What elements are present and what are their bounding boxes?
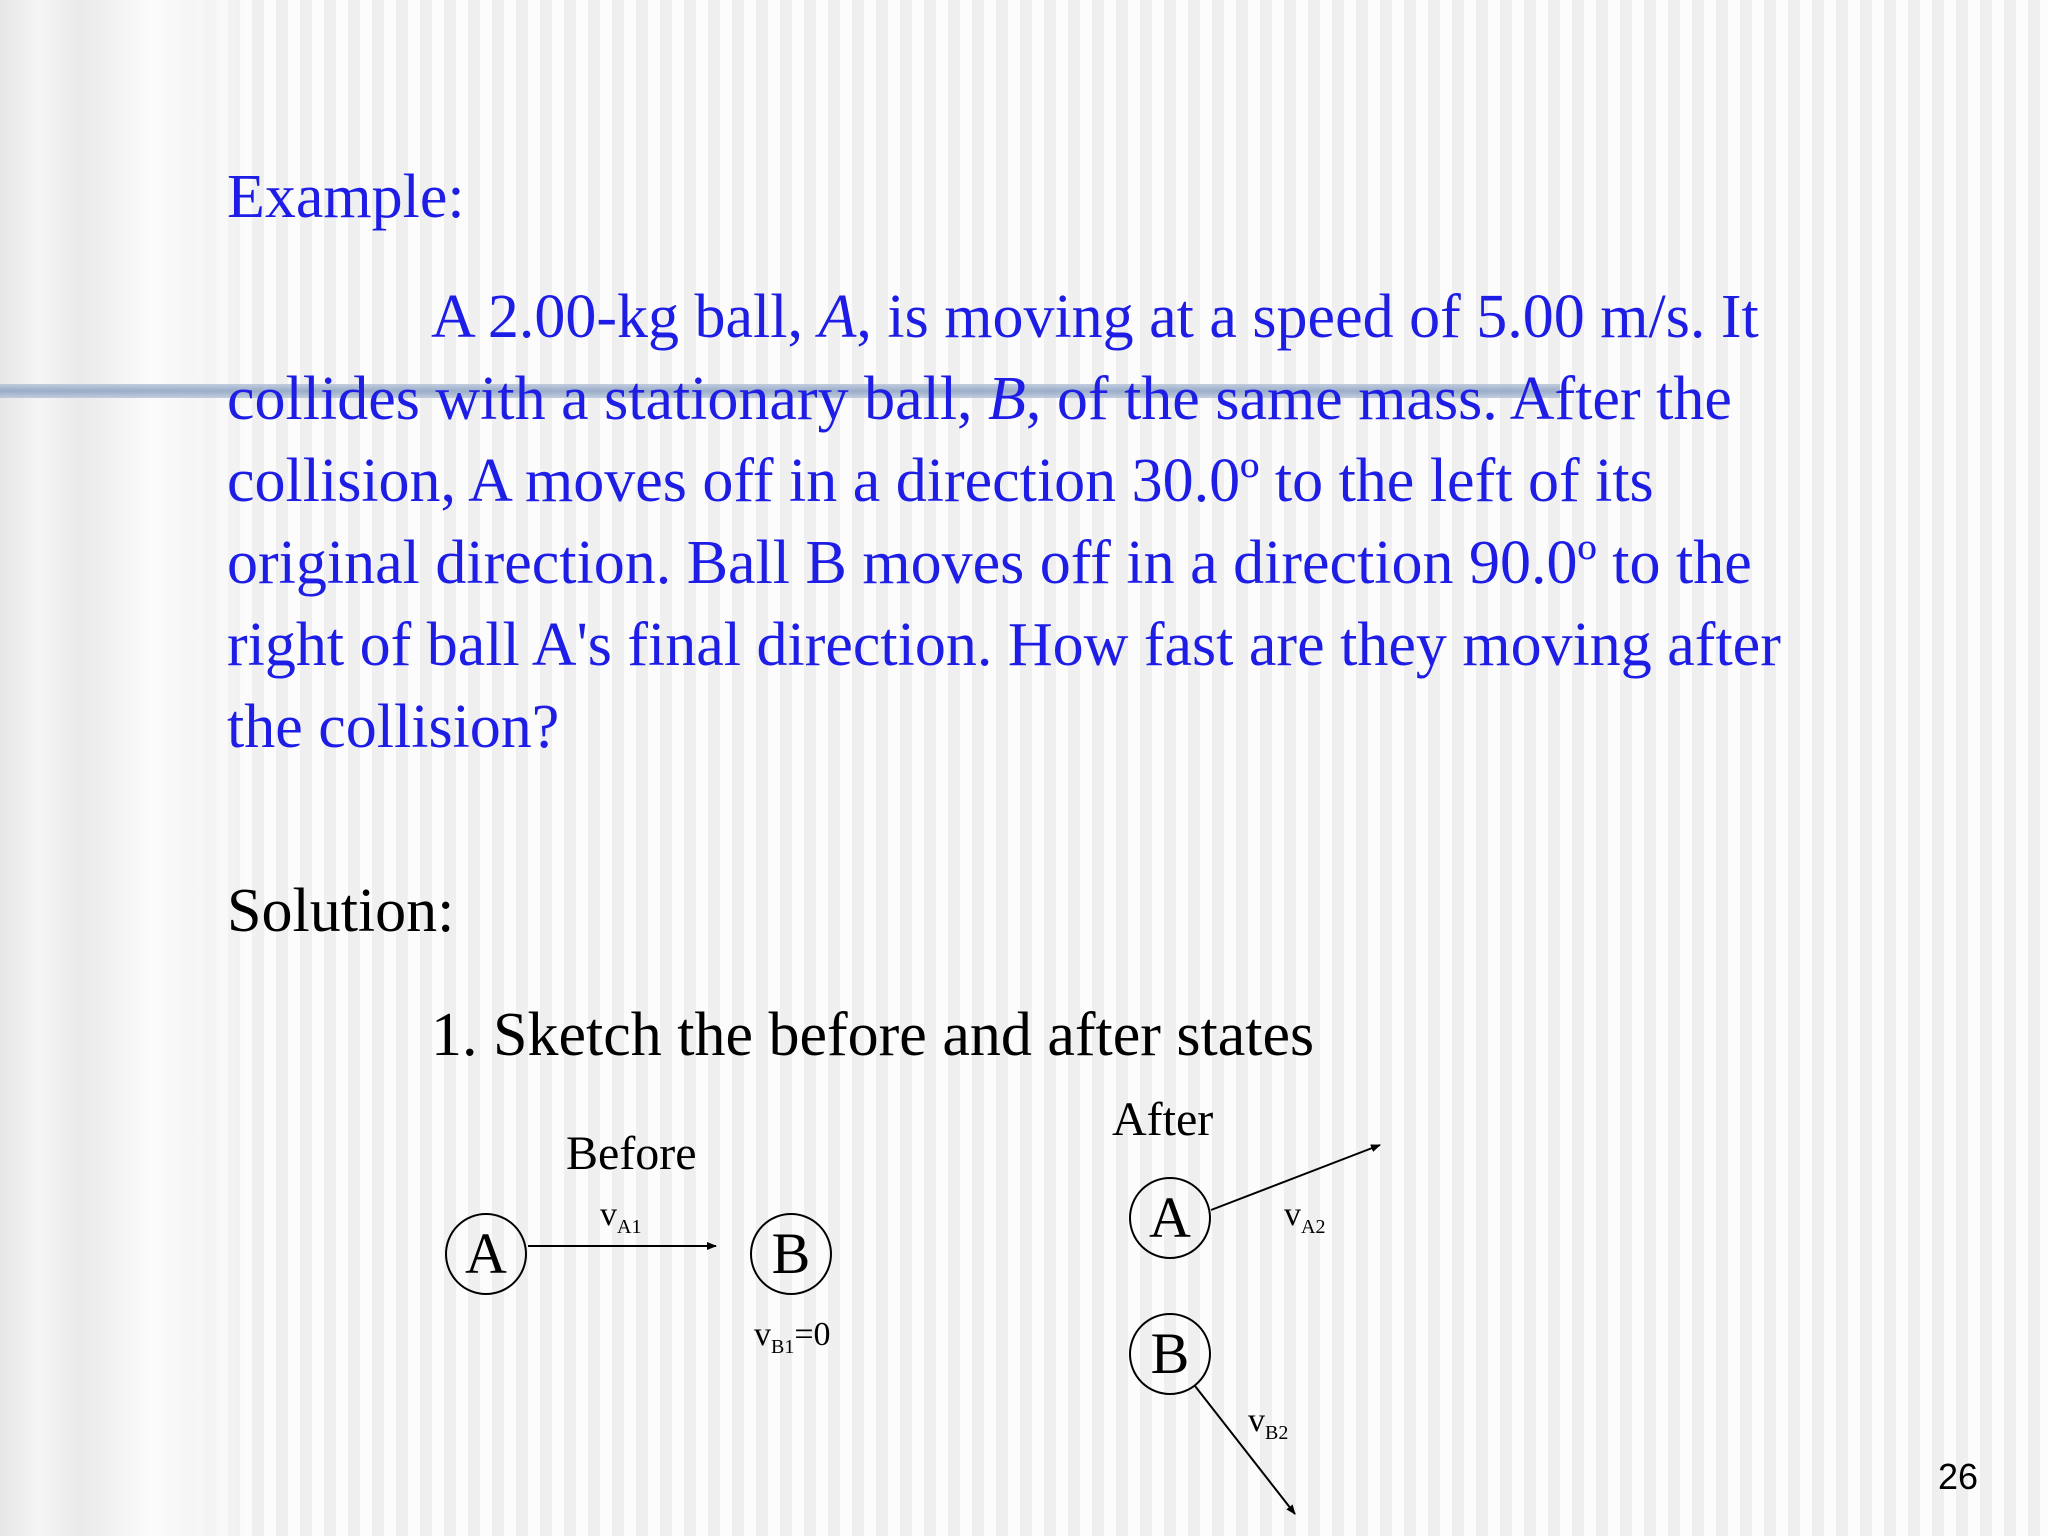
ball-b-italic: B xyxy=(988,365,1026,433)
arrow-v-a2 xyxy=(1211,1145,1380,1210)
solution-heading: Solution: xyxy=(227,877,455,945)
ball-a-before: A xyxy=(445,1213,527,1295)
before-label: Before xyxy=(566,1127,697,1180)
velocity-b2-label: $v_{B2}$ xyxy=(1248,1402,1289,1444)
ball-a-italic: A xyxy=(818,283,857,351)
velocity-a2-label: $v_{A2}$ xyxy=(1284,1196,1326,1238)
after-label: After xyxy=(1112,1093,1214,1146)
ball-b-before: B xyxy=(750,1213,832,1295)
velocity-b1-label: $v_{B1}=0$ xyxy=(754,1316,831,1358)
page-number: 26 xyxy=(1937,1456,1978,1497)
arrow-v-b2 xyxy=(1195,1386,1295,1514)
ball-b-after: B xyxy=(1129,1313,1211,1395)
velocity-a1-label: $v_{A1}$ xyxy=(600,1196,642,1238)
example-heading: Example: xyxy=(227,163,465,231)
problem-statement: A 2.00-kg ball, A, is moving at a speed of 5.00 m/s. It collides with a stationary ball, B, of the same mass. After the collision, A moves off in a direction 30.0º to the left of its original direction. Ball B moves off in a direction 90.0º to the right of ball A's final direction. How fast are they moving after the collision? xyxy=(227,283,1781,761)
step-1: 1. Sketch the before and after states xyxy=(431,1001,1315,1069)
ball-a-after: A xyxy=(1129,1177,1211,1259)
